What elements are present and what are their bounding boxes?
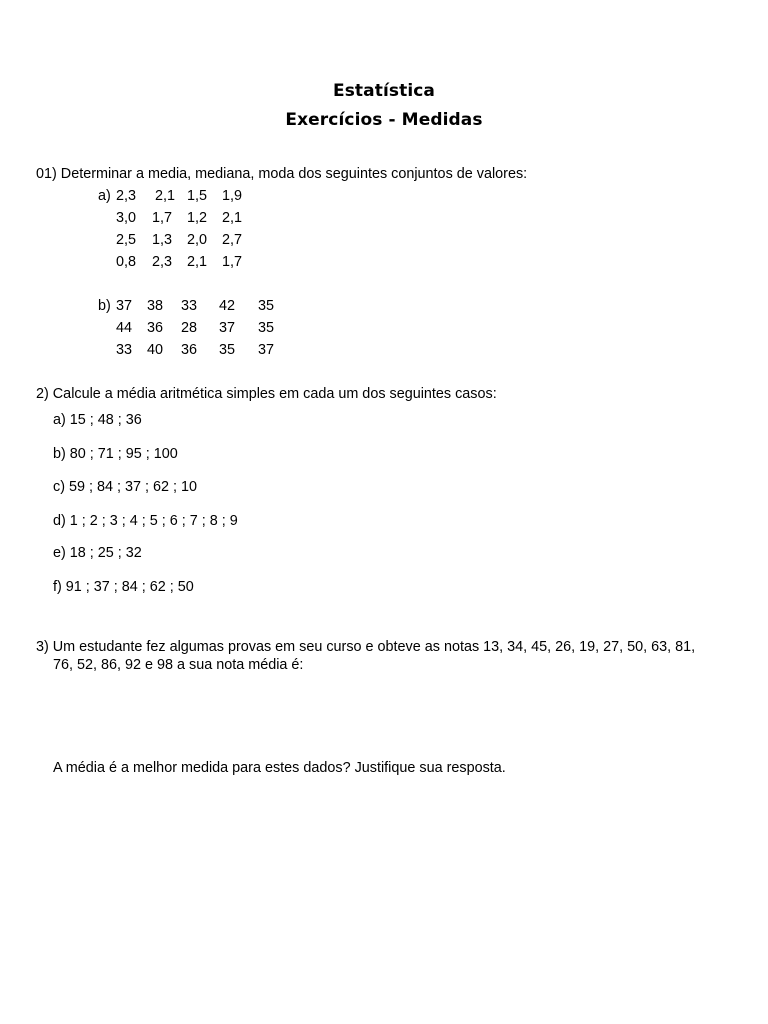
question-2-item: f) 91 ; 37 ; 84 ; 62 ; 50 [53,579,194,595]
set-b-value: 35 [258,298,275,314]
set-b-value: 36 [181,342,198,358]
set-b-value: 44 [116,320,133,336]
set-b-value: 37 [219,320,236,336]
set-a-value: 1,5 [187,188,208,204]
set-b-value: 42 [219,298,236,314]
question-2-item: a) 15 ; 48 ; 36 [53,412,142,428]
question-3-line-1: 3) Um estudante fez algumas provas em seu curso e obteve as notas 13, 34, 45, 26, 19, 27, 50, 63, 81, [36,639,696,655]
document-title: Estatística [332,81,435,101]
set-b-value: 38 [147,298,164,314]
set-a-value: 1,2 [187,210,208,226]
set-a-value: 0,8 [116,254,137,270]
question-2-item: c) 59 ; 84 ; 37 ; 62 ; 10 [53,479,197,495]
question-1-prompt: 01) Determinar a media, mediana, moda dos seguintes conjuntos de valores: [36,166,528,182]
question-3-followup: A média é a melhor medida para estes dados? Justifique sua resposta. [53,760,506,776]
set-a-value: 1,7 [152,210,173,226]
set-a-value: 2,1 [222,210,243,226]
set-b-value: 35 [258,320,275,336]
set-a-label: a) [98,188,111,204]
set-b-value: 33 [116,342,133,358]
question-2-prompt: 2) Calcule a média aritmética simples em cada um dos seguintes casos: [36,386,497,402]
set-b-value: 40 [147,342,164,358]
set-a-value: 2,1 [155,188,176,204]
set-b-value: 28 [181,320,198,336]
set-a-value: 3,0 [116,210,137,226]
set-a-value: 2,1 [187,254,208,270]
set-b-value: 36 [147,320,164,336]
set-b-value: 35 [219,342,236,358]
set-b-value: 33 [181,298,198,314]
set-a-value: 2,0 [187,232,208,248]
set-b-value: 37 [116,298,133,314]
question-2-item: d) 1 ; 2 ; 3 ; 4 ; 5 ; 6 ; 7 ; 8 ; 9 [53,513,238,529]
question-2-item: e) 18 ; 25 ; 32 [53,545,142,561]
set-a-value: 2,7 [222,232,243,248]
set-a-value: 2,5 [116,232,137,248]
question-2-item: b) 80 ; 71 ; 95 ; 100 [53,446,178,462]
document-subtitle: Exercícios - Medidas [285,110,483,130]
question-3-line-2: 76, 52, 86, 92 e 98 a sua nota média é: [53,657,304,673]
set-a-value: 1,9 [222,188,243,204]
set-b-label: b) [98,298,111,314]
set-b-value: 37 [258,342,275,358]
set-a-value: 2,3 [152,254,173,270]
set-a-value: 1,7 [222,254,243,270]
set-a-value: 2,3 [116,188,137,204]
set-a-value: 1,3 [152,232,173,248]
